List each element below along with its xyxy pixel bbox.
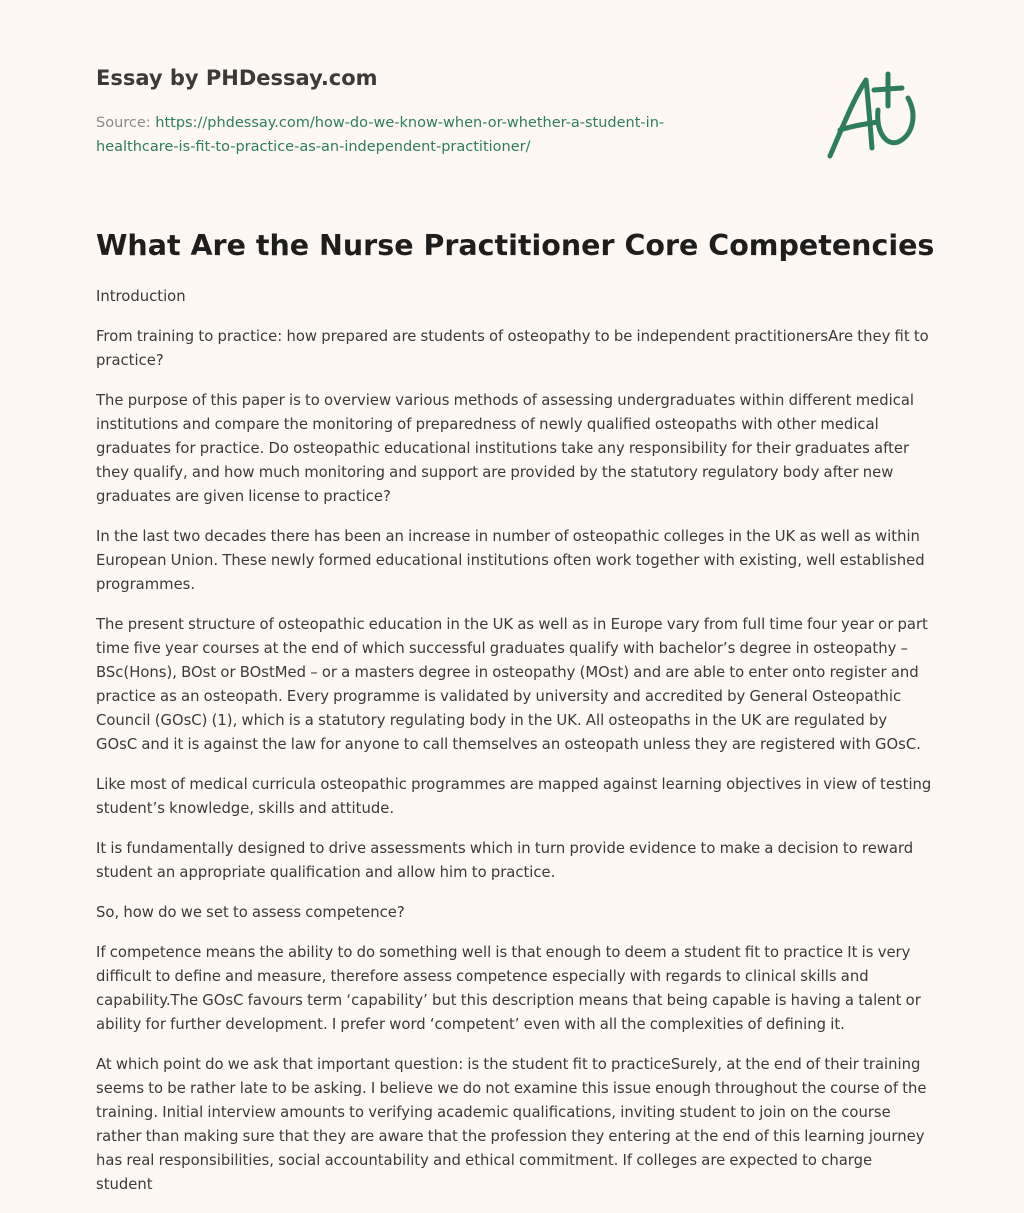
source-line [96, 111, 736, 159]
paragraph-introduction-heading: Introduction [96, 288, 186, 305]
paragraph: At which point do we ask that important question: is the student fit to practiceSurely, at the end of their training seems to be rather late to be asking. I believe we do not examine this issue enough throughout the course of the training. Initial interview amounts to verifying academic qualifications, inviting student to join on the course rather than making sure that they are aware that the profession they entering at the end of this learning journey has real responsibilities, social accountability and ethical commitment. If colleges are expected to charge student [96, 1056, 927, 1193]
paragraph: If competence means the ability to do something well is that enough to deem a student fit to practice It is very difficult to define and measure, therefore assess competence especially with regards to clinical skills and capability.The GOsC favours term ‘capability’ but this description means that being capable is having a talent or ability for further development. I prefer word ‘competent’ even with all the complexities of defining it. [96, 944, 921, 1033]
essay-body [96, 285, 932, 1213]
source-label: Source: [96, 115, 156, 131]
site-title: Essay by PHDessay.com [96, 66, 378, 90]
paragraph: So, how do we set to assess competence? [96, 904, 405, 921]
paragraph: The present structure of osteopathic education in the UK as well as in Europe vary from full time four year or part time five year courses at the end of which successful graduates qualify with bachelor’s degree in osteopathy – BSc(Hons), BOst or BOstMed – or a masters degree in osteopathy (MOst) and are able to enter onto register and practice as an osteopath. Every programme is validated by university and accredited by General Osteopathic Council (GOsC) (1), which is a statutory regulating body in the UK. All osteopaths in the UK are regulated by GOsC and it is against the law for anyone to call themselves an osteopath unless they are registered with GOsC. [96, 616, 928, 753]
paragraph: Like most of medical curricula osteopathic programmes are mapped against learning objectives in view of testing student’s knowledge, skills and attitude. [96, 776, 932, 817]
essay-title: What Are the Nurse Practitioner Core Competencies [96, 229, 935, 262]
paragraph: The purpose of this paper is to overview various methods of assessing undergraduates within different medical institutions and compare the monitoring of preparedness of newly qualified osteopaths with other medical graduates for practice. Do osteopathic educational institutions take any responsibility for their graduates after they qualify, and how much monitoring and support are provided by the statutory regulatory body after new graduates are given license to practice? [96, 392, 915, 505]
paragraph: From training to practice: how prepared are students of osteopathy to be independent practitionersAre they fit to practice? [96, 328, 929, 369]
paragraph: In the last two decades there has been an increase in number of osteopathic colleges in the UK as well as within European Union. These newly formed educational institutions often work together with existing, well established programmes. [96, 528, 925, 593]
source-link[interactable]: https://phdessay.com/how-do-we-know-when-or-whether-a-student-in-healthcare-is-fit-to-practice-as-an-independent-practitioner/ [96, 115, 665, 155]
paragraph: It is fundamentally designed to drive assessments which in turn provide evidence to make a decision to reward student an appropriate qualification and allow him to practice. [96, 840, 914, 881]
a-plus-grade-icon [822, 68, 926, 164]
